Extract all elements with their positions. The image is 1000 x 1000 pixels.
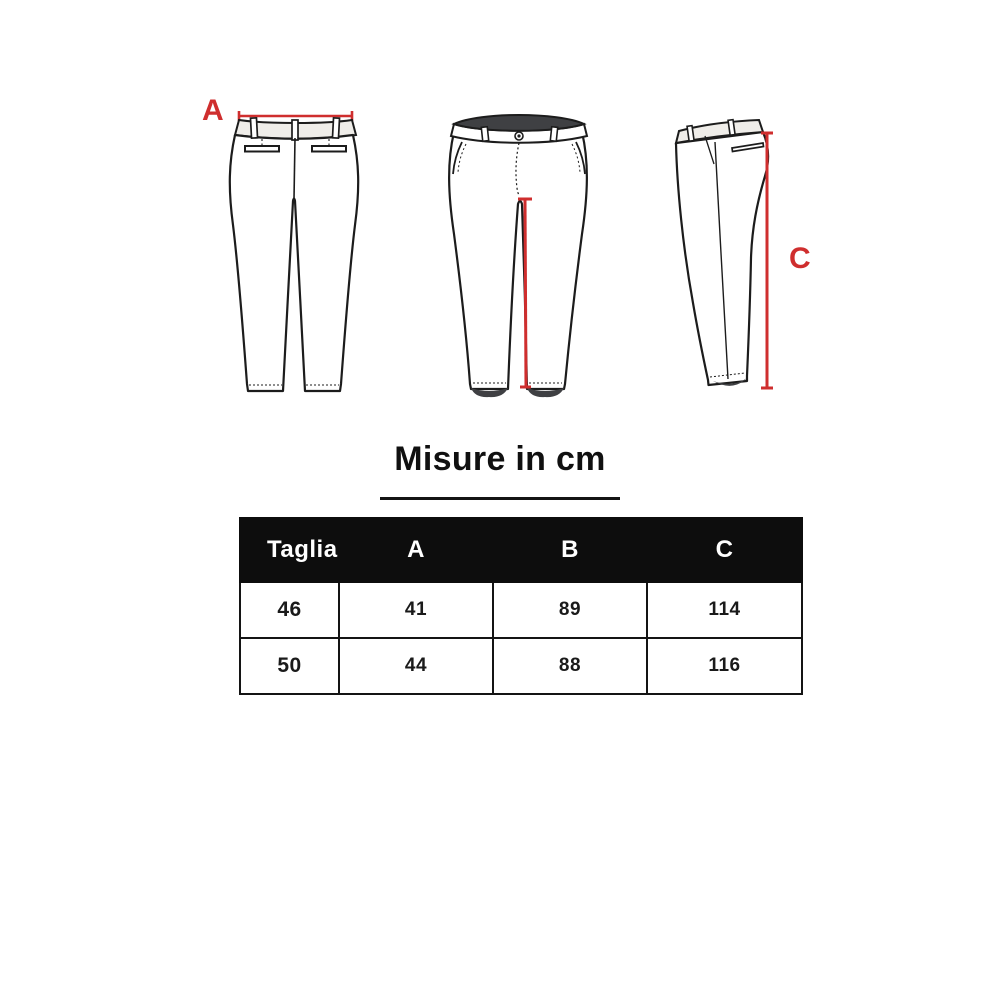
- pants-front-view-drawing: [430, 102, 610, 412]
- size-value: 46: [240, 582, 339, 638]
- table-row: [240, 638, 802, 694]
- column-header-taglia: Taglia: [240, 518, 339, 582]
- column-header-c: C: [647, 518, 802, 582]
- pants-back-view-drawing: [212, 100, 382, 410]
- pants-back-view-figure: [212, 100, 382, 410]
- waist-button: [515, 132, 523, 140]
- column-header-a: A: [339, 518, 493, 582]
- pants-side-view-drawing: [655, 108, 820, 408]
- size-table: [239, 517, 803, 695]
- table-row: [240, 582, 802, 638]
- front-waistband-inner: [454, 115, 584, 131]
- measure-b-value: 89: [493, 582, 647, 638]
- title-underline: [380, 497, 620, 500]
- column-header-b: B: [493, 518, 647, 582]
- measure-c-value: 116: [647, 638, 802, 694]
- table-header-row: [240, 518, 802, 582]
- measure-label-a: A: [202, 94, 225, 127]
- side-body: [676, 132, 768, 385]
- page-title: Misure in cm: [394, 440, 606, 478]
- front-body: [449, 132, 587, 389]
- pants-side-view-figure: [655, 108, 820, 408]
- size-value: 50: [240, 638, 339, 694]
- measure-label-c: C: [789, 242, 812, 275]
- pants-front-view-figure: [430, 102, 610, 412]
- measure-a-value: 44: [339, 638, 493, 694]
- center-back-seam: [294, 138, 295, 199]
- measure-c-value: 114: [647, 582, 802, 638]
- measure-a-value: 41: [339, 582, 493, 638]
- measure-b-value: 88: [493, 638, 647, 694]
